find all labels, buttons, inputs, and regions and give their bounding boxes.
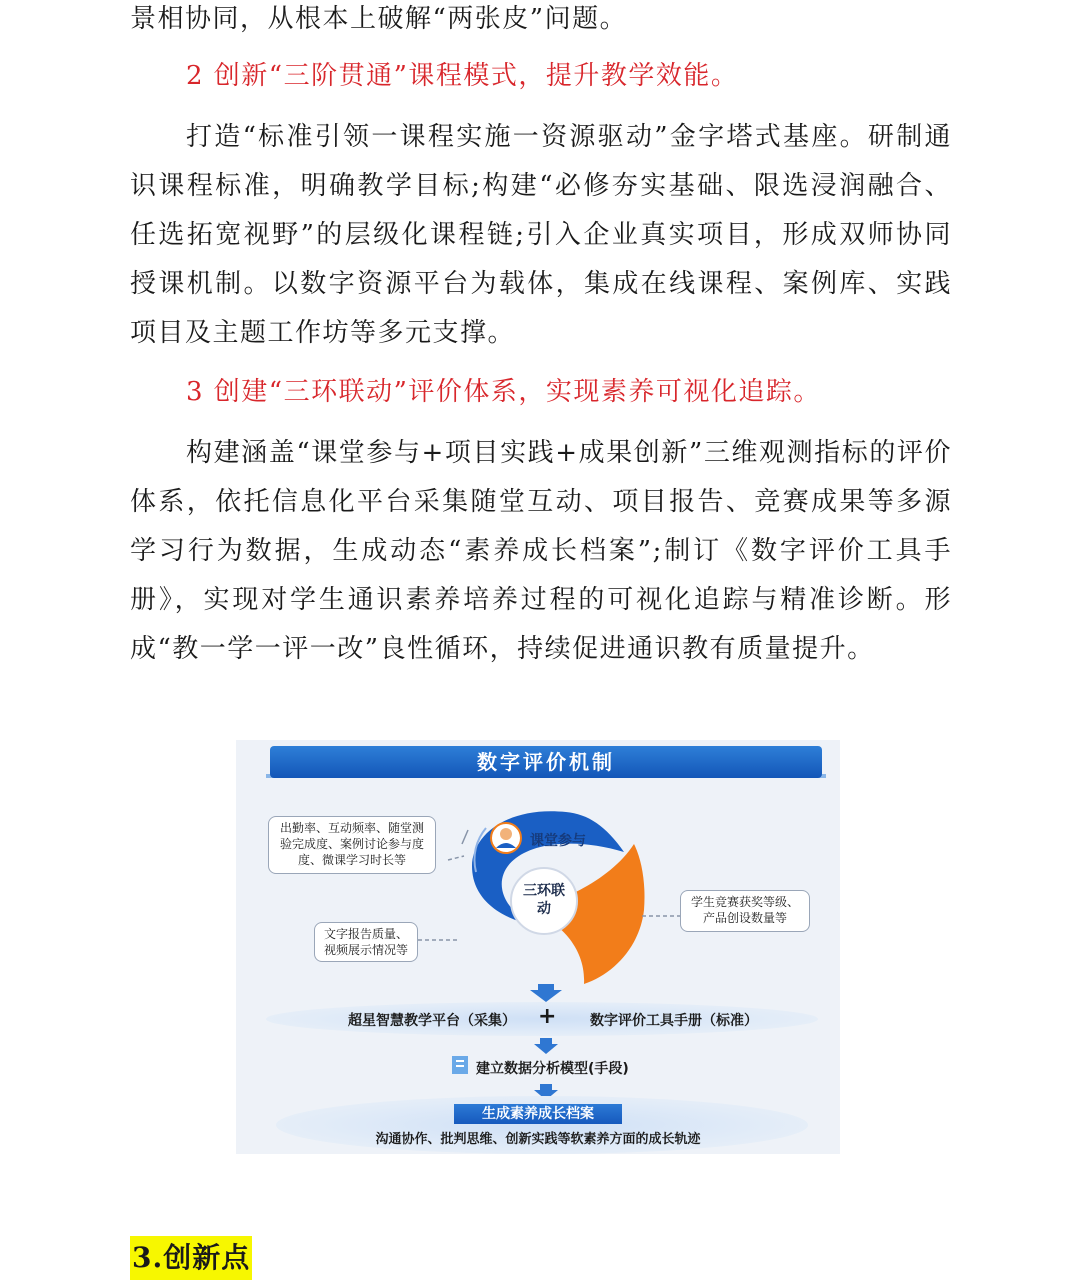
manual-text: 数字评价工具手册（标准） [590,1013,758,1029]
platform-text: 超星智慧教学平台（采集） [348,1013,516,1029]
label-class-participation: 课堂参与 [530,833,586,849]
archive-label: 生成素养成长档案 [454,1104,622,1124]
model-text: 建立数据分析模型(手段) [476,1061,629,1077]
paragraph-3: 构建涵盖“课堂参与+项目实践+成果创新”三维观测指标的评价体系，依托信息化平台采集随堂互动、项目报告、竞赛成果等多源学习行为数据，生成动态“素养成长档案”;制订《数字评价工具手册》，实现对学生通识素养培养过程的可视化追踪与精准诊断。形成“教一学一评一改”良性循环，持续促进通识教有质量提升。 [130,438,952,664]
digital-evaluation-figure [236,740,840,1154]
section-title: 3.创新点 [130,1236,252,1280]
box-class-metrics: 出勤率、互动频率、随堂测验完成度、案例讨论参与度度、微课学习时长等 [268,816,436,874]
label-three-rings: 三环联动 [523,883,565,917]
heading-3: 3 创建“三环联动”评价体系，实现素养可视化追踪。 [186,377,821,407]
heading-2: 2 创新“三阶贯通”课程模式，提升教学效能。 [186,61,739,91]
box-report-metrics: 文字报告质量、视频展示情况等 [314,922,418,962]
figure-banner: 数字评价机制 [270,746,822,778]
archive-description: 沟通协作、批判思维、创新实践等软素养方面的成长轨迹 [375,1132,701,1147]
box-competition-metrics: 学生竞赛获奖等级、产品创设数量等 [680,890,810,932]
plus-sign: + [538,1004,557,1029]
paragraph-2: 打造“标准引领一课程实施一资源驱动”金字塔式基座。研制通识课程标准，明确教学目标;构建“必修夯实基础、限选浸润融合、任选拓宽视野”的层级化课程链;引入企业真实项目，形成双师协同授课机制。以数字资源平台为载体，集成在线课程、案例库、实践项目及主题工作坊等多元支撑。 [130,122,952,348]
paragraph-top: 景相协同，从根本上破解“两张皮”问题。 [130,4,628,34]
